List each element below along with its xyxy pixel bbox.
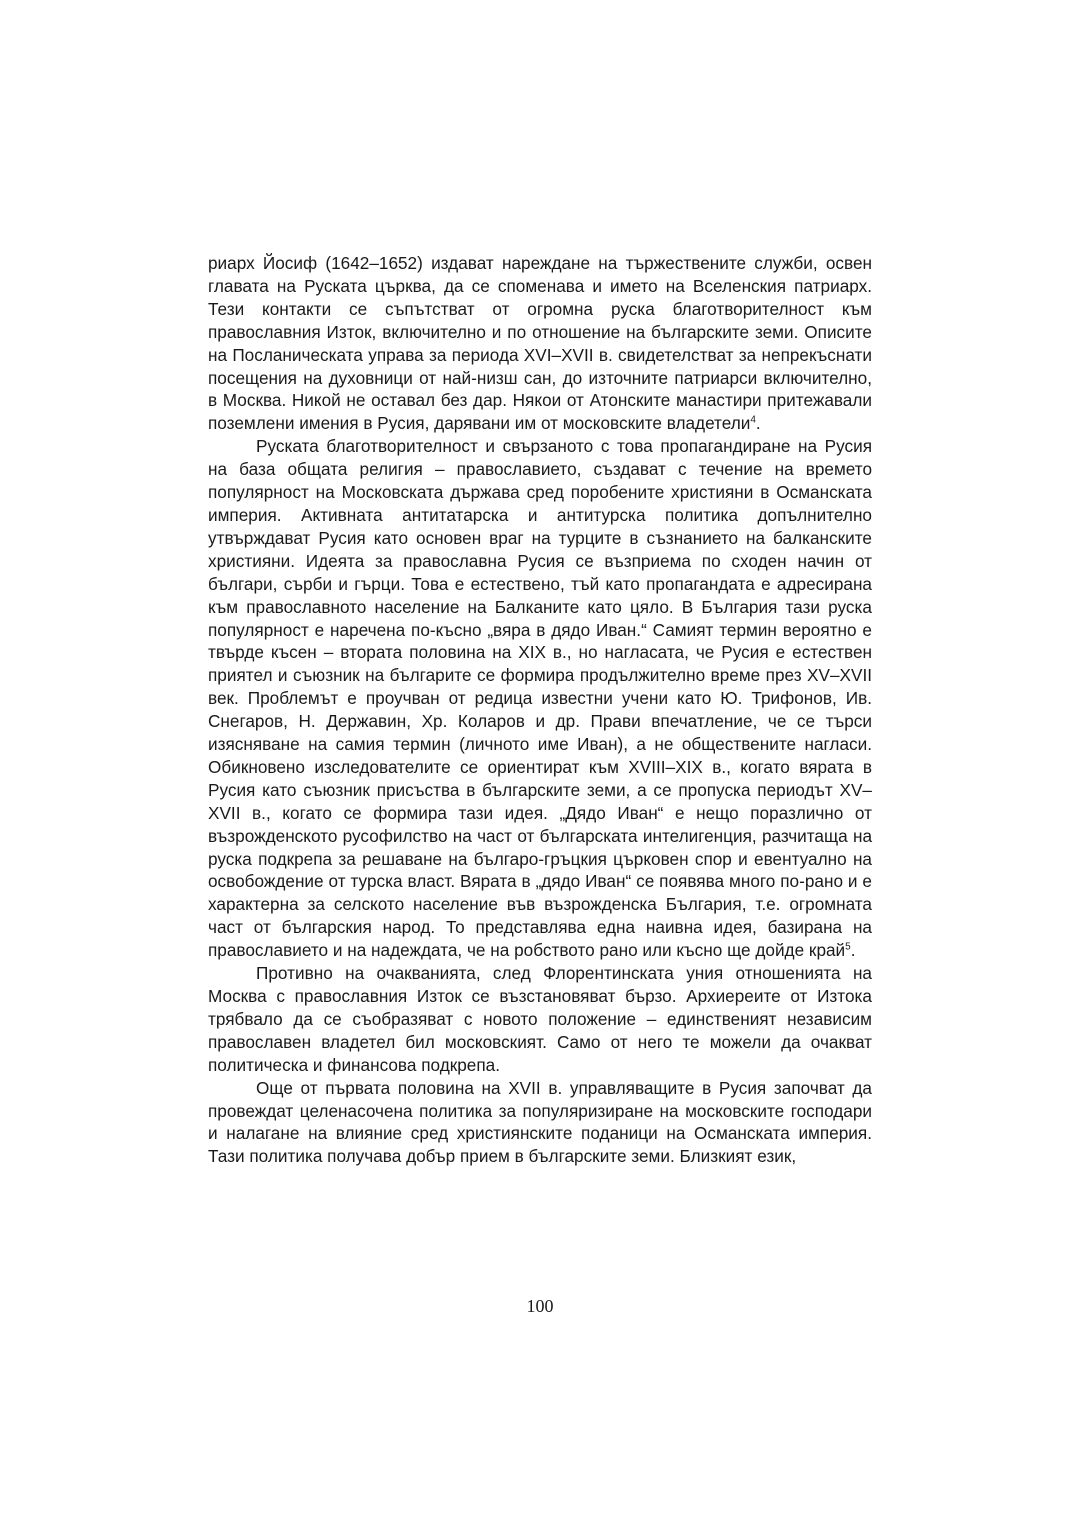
paragraph-4 <box>208 1077 872 1169</box>
footnote-ref-4[interactable]: 4 <box>750 414 756 426</box>
paragraph-2 <box>208 435 872 962</box>
footnote-ref-5[interactable]: 5 <box>845 941 851 953</box>
paragraph-4-text: Още от първата половина на XVII в. управляващите в Русия започват да провеждат целенасочена политика за популяризиране на московските господари и налагане на влияние сред християнските поданици на Османската империя. Тази политика получава добър прием в българските земи. Близкият език, <box>208 1077 872 1167</box>
paragraph-1-tail: . <box>755 413 761 434</box>
paragraph-2-text: Руската благотворителност и свързаното с това пропагандиране на Русия на база общата религия – православието, създават с течение на времето популярност на Московската държава сред поробените християни в Османската империя. Активната антитатарска и антитурска политика допълнително утвърждават Русия като основен враг на турците в съзнанието на балканските християни. Идеята за православна Русия се възприема по сходен начин от българи, сърби и гърци. Това е естествено, тъй като пропагандата е адресирана към православното население на Балканите като цяло. В България тази руска популярност е наречена по-късно „вяра в дядо Иван.“ Самият термин вероятно е твърде късен – втората половина на XIX в., но нагласата, че Русия е естествен приятел и съюзник на българите се формира продължително време през XV–XVII век. Проблемът е проучван от редица известни учени като Ю. Трифонов, Ив. Снегаров, Н. Державин, Хр. Коларов и др. Прави впечатление, че се търси изясняване на самия термин (личното име Иван), а не обществените нагласи. Обикновено изследователите се ориентират към XVIII–XIX в., когато вярата в Русия като съюзник присъства в българските земи, а се пропуска периодът XV–XVII в., когато се формира тази идея. „Дядо Иван“ е нещо поразлично от възрожденското русофилство на част от българската интелигенция, разчитаща на руска подкрепа за решаване на българо-гръцкия църковен спор и евентуално на освобождение от турска власт. Вярата в „дядо Иван“ се появява много по-рано и е характерна за селското население във възрожденска България, т.е. огромната част от българския народ. То представлява една наивна идея, базирана на православието и на надеждата, че на робството рано или късно ще дойде край <box>208 436 872 961</box>
page-number: 100 <box>526 1296 554 1316</box>
paragraph-2-tail: . <box>850 940 856 961</box>
paragraph-3 <box>208 962 872 1077</box>
paragraph-3-text: Противно на очакванията, след Флорентинската уния отношенията на Москва с православния Изток се възстановяват бързо. Архиереите от Изтока трябвало да се съобразяват с новото положение – единственият независим православен владетел бил московският. Само от него те можели да очакват политическа и финансова подкрепа. <box>208 963 872 1075</box>
paragraph-1 <box>208 252 872 435</box>
paragraph-1-text: риарх Йосиф (1642–1652) издават нареждане на тържествените служби, освен главата на Руската църква, да се споменава и името на Вселенския патриарх. Тези контакти се съпътстват от огромна руска благотворителност към православния Изток, включително и по отношение на българските земи. Описите на Посланическата управа за периода XVI–XVII в. свидетелстват за непрекъснати посещения на духовници от най-низш сан, до източните патриарси включително, в Москва. Никой не оставал без дар. Някои от Атонските манастири притежавали поземлени имения в Русия, дарявани им от московските владетели <box>208 253 872 434</box>
body-text <box>208 252 872 1168</box>
